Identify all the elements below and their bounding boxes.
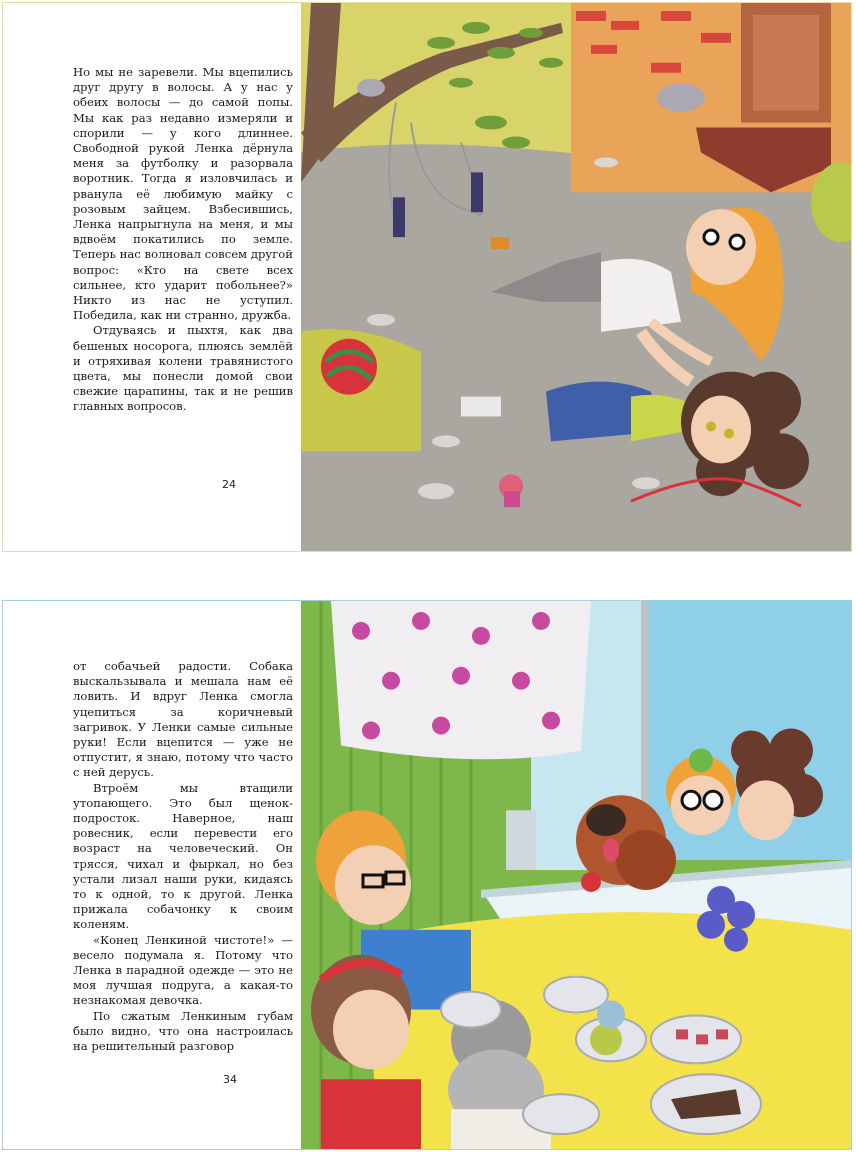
illustration-kitchen-puppy: [301, 601, 851, 1149]
text-page-left: [3, 601, 301, 1149]
page-number: 34: [223, 1073, 237, 1086]
paragraph: от собачьей радости. Собака выскальзывала и мешала нам её ловить. И вдруг Ленка смогла уцепиться за коричневый загривок. У Ленки самые сильные руки! Если вцепится — уже не отпустит, я знаю, потому что часто с ней дерусь.: [73, 659, 293, 780]
paragraph: По сжатым Ленкиным губам было видно, что она настроилась на решительный разговор: [73, 1008, 293, 1054]
paragraph: Но мы не заревели. Мы вцепились друг другу в волосы. А у нас у обеих волосы — до самой попы. Мы как раз недавно измеряли и спорили — у кого длиннее. Свободной рукой Ленка дёрнула меня за футболку и разорвала воротник. Тогда я изловчилась и рванула её любимую майку с розовым зайцем. Взбесившись, Ленка напрыгнула на меня, и мы вдвоём покатились по земле. Теперь нас волновал совсем другой вопрос: «Кто на свете всех сильнее, кто ударит побольнее?» Никто из нас не уступил. Победила, как ни странно, дружба.: [73, 65, 293, 323]
text-page-left: [3, 3, 301, 551]
illustration-girls-fighting: [301, 3, 851, 551]
paragraph: «Конец Ленкиной чистоте!» — весело подумала я. Потому что Ленка в парадной одежде — это не моя лучшая подруга, а какая-то незнакомая девочка.: [73, 932, 293, 1008]
paragraph: Втроём мы втащили утопающего. Это был щенок-подросток. Наверное, наш ровесник, если перевести его возраст на человеческий. Он трясся, чихал и фыркал, но без устали лизал наши руки, кидаясь то к одной, то к другой. Ленка прижала собачонку к своим коленям.: [73, 780, 293, 932]
paragraph: Отдуваясь и пыхтя, как два бешеных носорога, плюясь землёй и отряхивая колени травянистого цвета, мы понесли домой свои свежие царапины, так и не решив главных вопросов.: [73, 323, 293, 414]
page-text: [73, 659, 293, 1054]
page-text: [73, 65, 293, 415]
book-spread-top: [2, 2, 852, 552]
book-spread-bottom: [2, 600, 852, 1150]
page-number: 24: [222, 478, 236, 491]
